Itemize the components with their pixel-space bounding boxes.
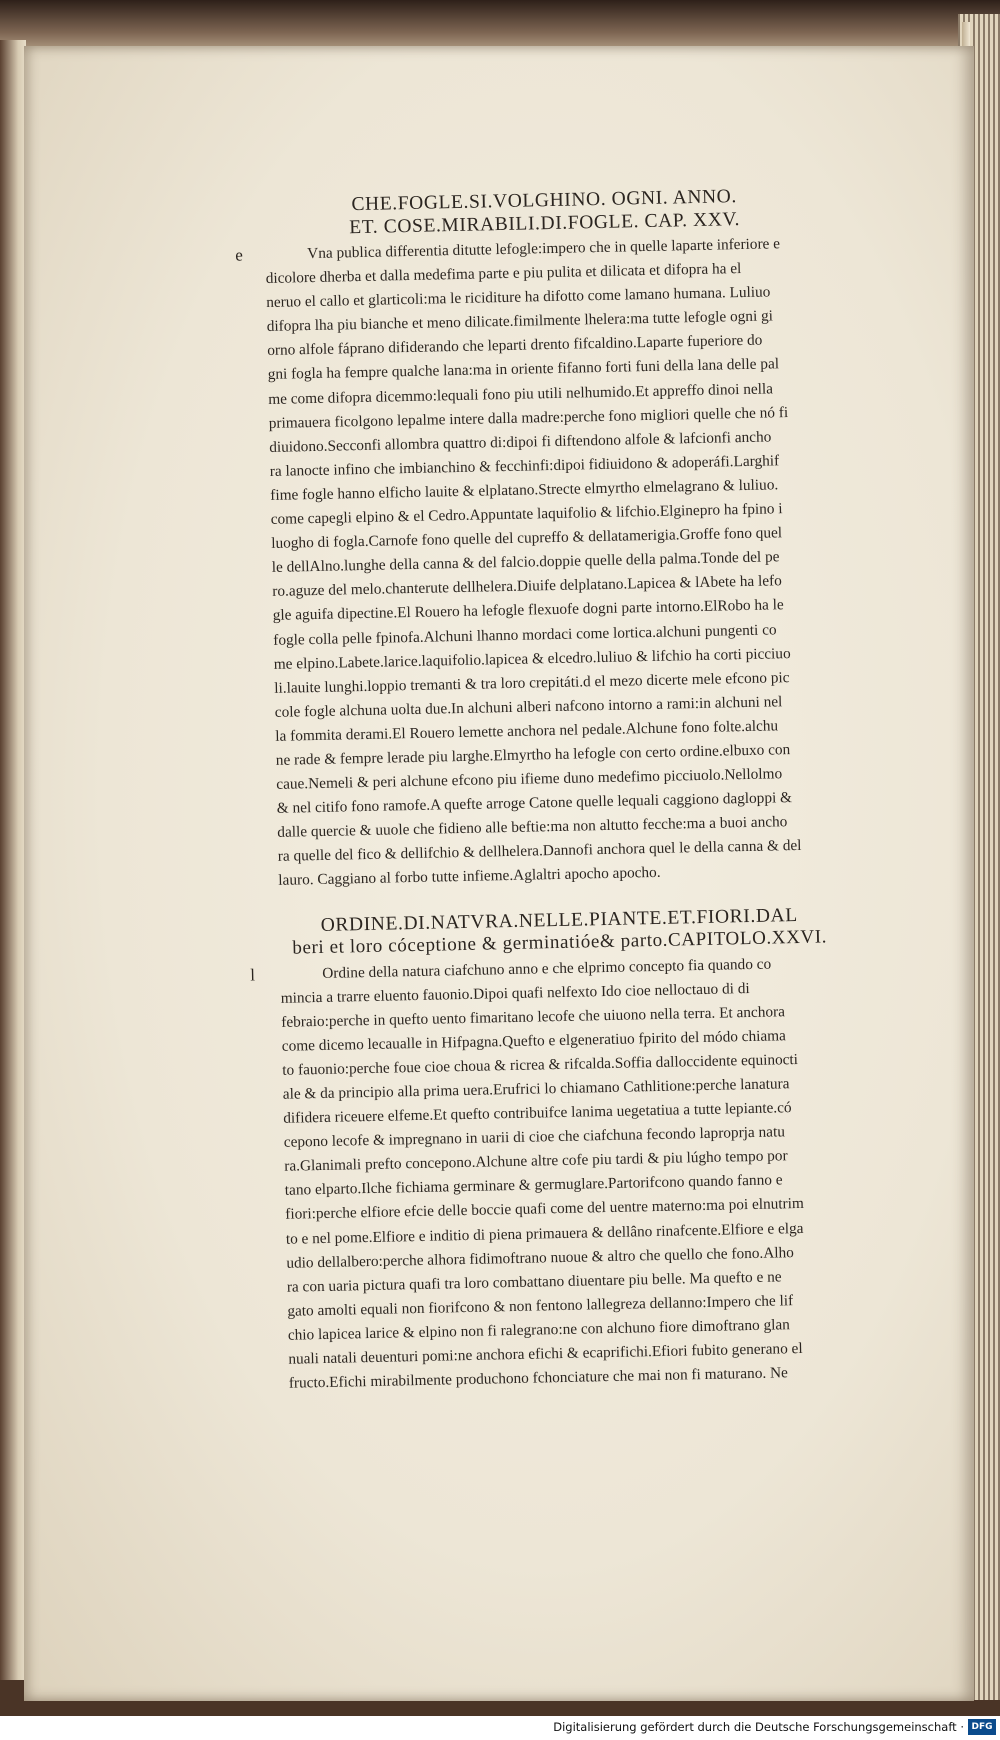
chapter-25-title-line2: ET. COSE.MIRABILI.DI.FOGLE. CAP. XXV. (348, 208, 741, 238)
footer-credit-text: Digitalisierung gefördert durch die Deutsche Forschungsgemeinschaft · (553, 1720, 964, 1734)
text-line: fogle colla pelle fpinofa.Alchuni lhanno mordaci come lortica.alchuni pungenti co (273, 620, 777, 649)
text-line: mincia a trarre eluento fauonio.Dipoi quafi nelfexto Ido cioe nelloctauo di di (280, 979, 750, 1007)
text-line: me come difopra dicemmo:lequali fono piu utili nelhumido.Et appreffo dinoi nella (268, 379, 774, 408)
text-line: me elpino.Labete.larice.laquifolio.lapicea & elcedro.luliuo & lifchio ha corti picciuo (273, 644, 791, 673)
chapter-25-title-line1: CHE.FOGLE.SI.VOLGHINO. OGNI. ANNO. (351, 186, 738, 216)
text-line: Vna publica differentia ditutte lefogle:impero che in quelle laparte inferiore e (307, 235, 781, 263)
text-line: cepono lecofe & impregnano in uarii di cioe che ciafchuna fecondo laproprja natu (283, 1123, 786, 1151)
text-line: le dellAlno.lunghe della canna & del falcio.doppie quelle della palma.Tonde del pe (271, 548, 780, 577)
book-gutter (0, 40, 26, 1680)
text-line: dalle quercie & uuole che fidieno alle beftie:ma non altutto fecche:ma a buoi ancho (277, 813, 788, 842)
text-line: udio dellalbero:perche alhora fidimoftrano nuoue & altro che quello che fono.Alho (286, 1243, 795, 1272)
chapter-26-title-line1: ORDINE.DI.NATVRA.NELLE.PIANTE.ET.FIORI.DAL (320, 904, 798, 936)
text-line: luogho di fogla.Carnofe fono quelle del cupreffo & dellatamerigia.Groffe fono quel (271, 524, 783, 553)
digitization-footer (0, 1716, 1000, 1740)
text-line: come capegli elpino & el Cedro.Appuntate laquifolio & lifchio.Elginepro ha fpino i (270, 500, 783, 528)
text-line: li.lauite lunghi.loppio tremanti & tra loro crepitáti.d el mezo dicerte mele efcono pic (274, 668, 790, 697)
dfg-logo-icon: DFG (968, 1719, 996, 1735)
text-line: difopra lha piu bianche et meno dilicate.fimilmente lhelera:ma tutte lefogle ogni gi (266, 307, 774, 336)
text-line: ra con uaria pictura quafi tra loro combattano diuentare piu belle. Ma quefto e ne (286, 1268, 782, 1296)
text-line: ne rade & fempre lerade piu larghe.Elmyrtho ha lefogle con certo ordine.elbuxo con (275, 741, 791, 769)
text-line: to e nel pome.Elfiore e inditio di piena primauera & dellâno rinafcente.Elfiore e elga (285, 1219, 804, 1248)
text-line: come dicemo lecaualle in Hifpagna.Quefto e elgeneratiuo fpirito del módo chiama (281, 1027, 787, 1055)
text-line: neruo el callo et glarticoli:ma le riciditure ha difotto come lamano humana. Luliuo (266, 283, 771, 312)
chapter-26-initial: l (250, 964, 256, 984)
text-line: primauera ficolgono lepalme intere dalla madre:perche fono migliori quelle che nó fi (268, 403, 789, 432)
text-line: lauro. Caggiano al forbo tutte infieme.Aglaltri apocho apocho. (278, 864, 661, 890)
text-line: ra quelle del fico & dellifchio & dellhelera.Dannofi anchora quel le della canna & del (277, 837, 802, 866)
text-line: caue.Nemeli & peri alchune efcono piu ifieme duno medefimo picciuolo.Nellolmo (276, 765, 783, 793)
text-line: chio lapicea larice & elpino non fi ralegrano:ne con alchuno fiore dimoftrano glan (287, 1316, 790, 1344)
text-line: ale & da principio alla prima uera.Erufrici lo chiamano Cathlitione:perche lanatura (282, 1075, 790, 1103)
text-line: ra.Glanimali prefto concepono.Alchune altre cofe piu tardi & piu lúgho tempo por (284, 1147, 788, 1176)
text-line: fime fogle hanno elficho lauite & elplatano.Strecte elmyrtho elmelagrano & luliuo. (270, 476, 779, 504)
chapter-25-initial: e (235, 245, 243, 265)
text-line: orno alfole fáprano difiderando che leparti drento fifcaldino.Laparte fuperiore do (267, 331, 763, 360)
text-line: tano elparto.Ilche fichiama germinare & germuglare.Partorifcono quando fanno e (284, 1171, 783, 1200)
text-line: difidera riceuere elfeme.Et quefto contribuifce lanima uegetatiua a tutte lepiante.có (283, 1099, 792, 1127)
text-line: fiori:perche elfiore efcie delle boccie quafi come del uentre materno:ma poi elnutrim (285, 1195, 804, 1224)
text-line: gato amolti equali non fiorifcono & non fentono lallegreza dellanno:Impero che lif (287, 1292, 794, 1320)
chapter-25-body (235, 231, 839, 893)
text-line: febraio:perche in quefto uento fimaritano lecofe che uiuono nella terra. Et anchora (281, 1002, 786, 1031)
text-line: gle aguifa dipectine.El Rouero ha lefogle flexuofe dogni parte intorno.ElRobo ha le (272, 596, 784, 625)
text-line: gni fogla ha fempre qualche lana:ma in oriente fifanno forti funi della lana delle pal (267, 355, 780, 384)
text-line: nuali natali deuenturi pomi:ne anchora efichi & ecaprifichi.Efiori fubito generano el (288, 1340, 803, 1368)
text-line: dicolore dherba et dalla medefima parte e piu pulita et dilicata et difopra ha el (265, 260, 742, 288)
text-line: cole fogle alchuna uolta due.In alchuni alberi nafcono intorno a rami:in alchuni nel (274, 693, 783, 721)
text-line: to fauonio:perche foue cioe choua & ricrea & rifcalda.Soffia dalloccidente equinocti (282, 1050, 799, 1079)
chapter-26-body (250, 951, 849, 1396)
text-line: ro.aguze del melo.chanterute dellhelera.Diuife delplatano.Lapicea & lAbete ha lefo (272, 572, 783, 601)
text-line: ra lanocte infino che imbianchino & fecchinfi:dipoi fidiuidono & adoperáfi.Larghif (269, 452, 780, 480)
text-line: fructo.Efichi mirabilmente produchono fchonciature che mai non fi maturano. Ne (288, 1364, 789, 1392)
chapter-26-title-line2: beri et loro cóceptione & germinatióe& parto.CAPITOLO.XXVI. (292, 926, 828, 959)
text-line: Ordine della natura ciafchuno anno e che elprimo concepto fia quando co (322, 955, 772, 982)
text-line: & nel citifo fono ramofe.A quefte arroge Catone quelle lequali caggiono dagloppi & (276, 789, 793, 818)
book-page (24, 46, 974, 1701)
page-text-block (235, 184, 849, 1396)
text-line: diuidono.Secconfi allombra quattro di:dipoi fi diftendono alfole & lafcionfi ancho (269, 428, 772, 456)
text-line: la fommita derami.El Rouero lemette anchora nel pedale.Alchune fono folte.alchu (275, 717, 779, 745)
